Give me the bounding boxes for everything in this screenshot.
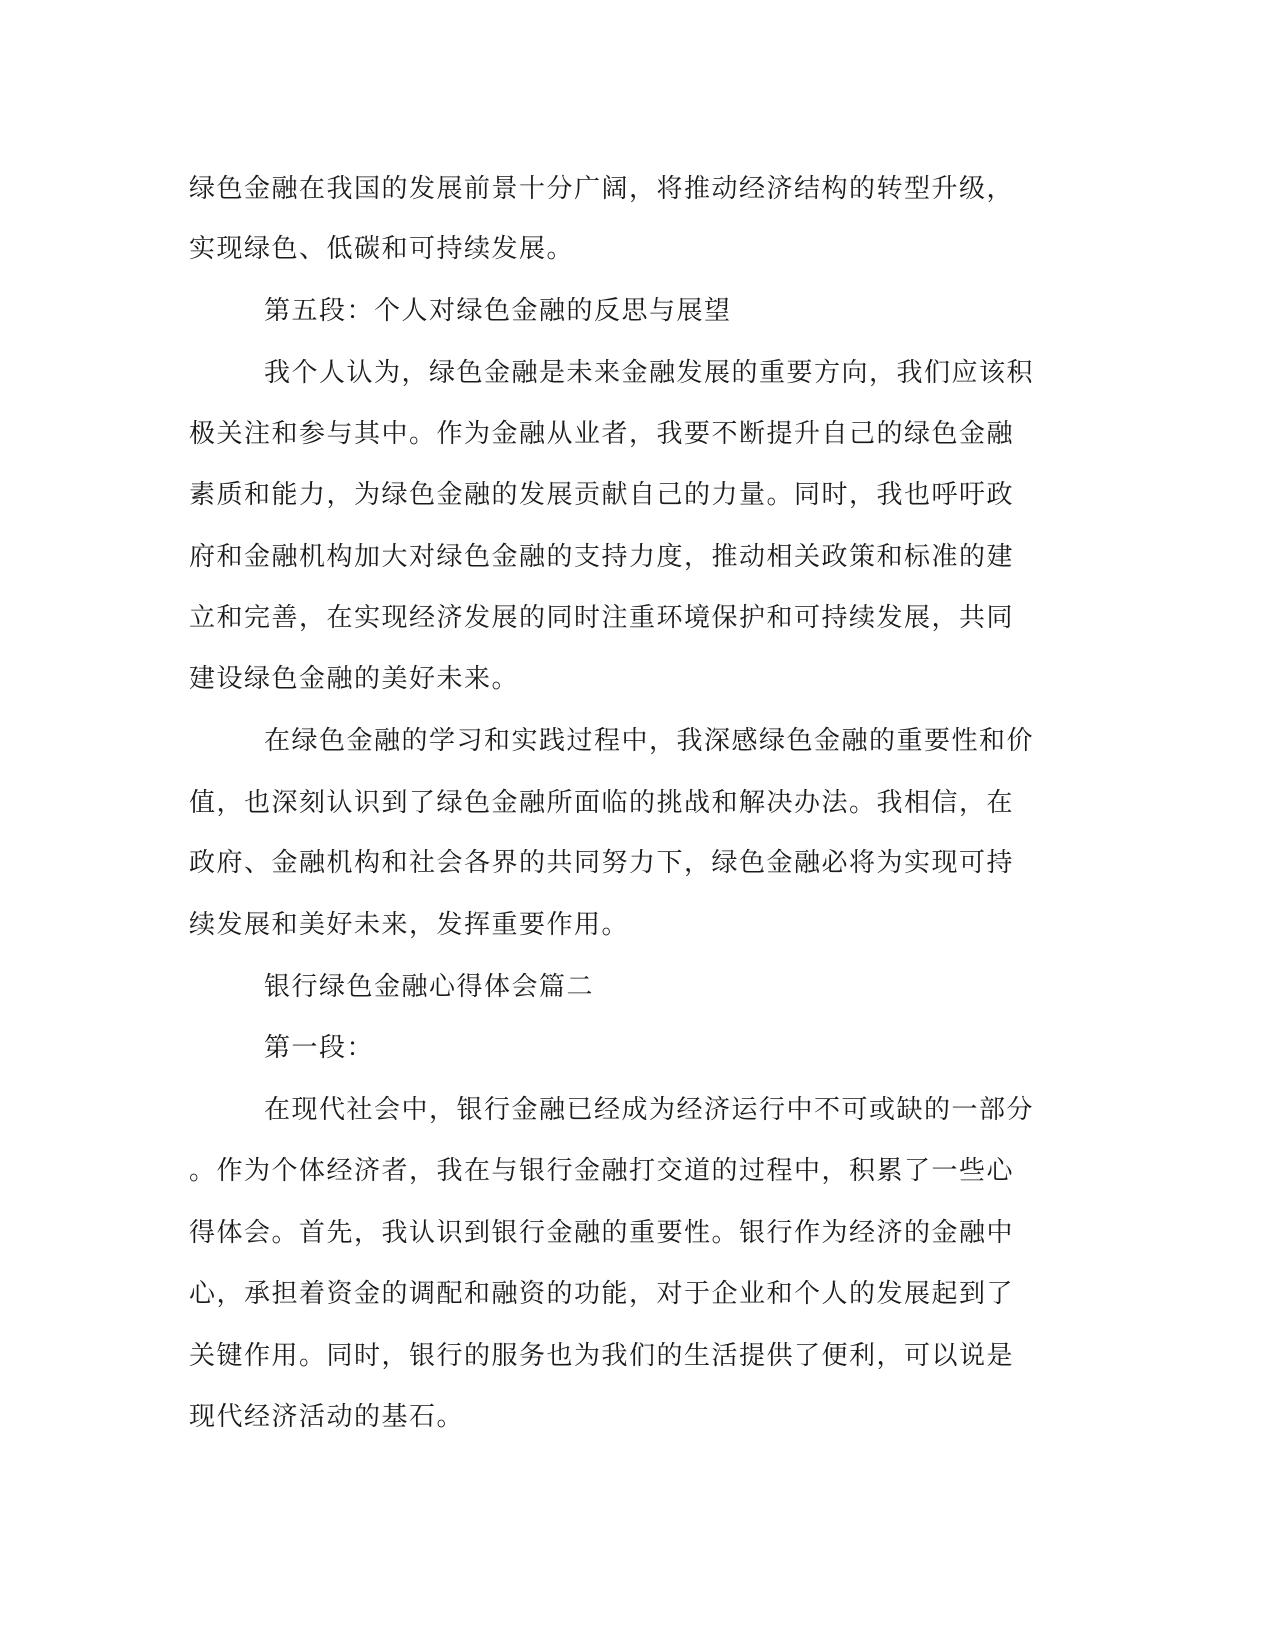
body-text-line: 政府、金融机构和社会各界的共同努力下，绿色金融必将为实现可持 xyxy=(189,848,1015,878)
body-text-line: 实现绿色、低碳和可持续发展。 xyxy=(189,234,575,264)
body-text-line: 极关注和参与其中。作为金融从业者，我要不断提升自己的绿色金融 xyxy=(189,419,1015,449)
body-text-line: 心，承担着资金的调配和融资的功能，对于企业和个人的发展起到了 xyxy=(189,1279,1015,1309)
body-text-line: 值，也深刻认识到了绿色金融所面临的挑战和解决办法。我相信，在 xyxy=(189,788,1015,818)
section-heading: 第五段：个人对绿色金融的反思与展望 xyxy=(264,296,732,326)
body-text-line: 建设绿色金融的美好未来。 xyxy=(189,664,520,694)
body-text-line: 现代经济活动的基石。 xyxy=(189,1402,465,1432)
body-text-line: 续发展和美好未来，发挥重要作用。 xyxy=(189,910,630,940)
body-text-line: 府和金融机构加大对绿色金融的支持力度，推动相关政策和标准的建 xyxy=(189,542,1015,572)
body-text-line: 在绿色金融的学习和实践过程中，我深感绿色金融的重要性和价 xyxy=(264,726,1035,756)
body-text-line: 关键作用。同时，银行的服务也为我们的生活提供了便利，可以说是 xyxy=(189,1341,1015,1371)
body-text-line: 在现代社会中，银行金融已经成为经济运行中不可或缺的一部分 xyxy=(264,1095,1035,1125)
body-text-line: 。作为个体经济者，我在与银行金融打交道的过程中，积累了一些心 xyxy=(189,1156,1015,1186)
body-text-line: 绿色金融在我国的发展前景十分广阔，将推动经济结构的转型升级， xyxy=(189,174,1015,204)
body-text-line: 得体会。首先，我认识到银行金融的重要性。银行作为经济的金融中 xyxy=(189,1218,1015,1248)
article-title: 银行绿色金融心得体会篇二 xyxy=(264,972,595,1002)
body-text-line: 素质和能力，为绿色金融的发展贡献自己的力量。同时，我也呼吁政 xyxy=(189,480,1015,510)
section-heading: 第一段： xyxy=(264,1033,375,1063)
body-text-line: 立和完善，在实现经济发展的同时注重环境保护和可持续发展，共同 xyxy=(189,603,1015,633)
body-text-line: 我个人认为，绿色金融是未来金融发展的重要方向，我们应该积 xyxy=(264,358,1035,388)
